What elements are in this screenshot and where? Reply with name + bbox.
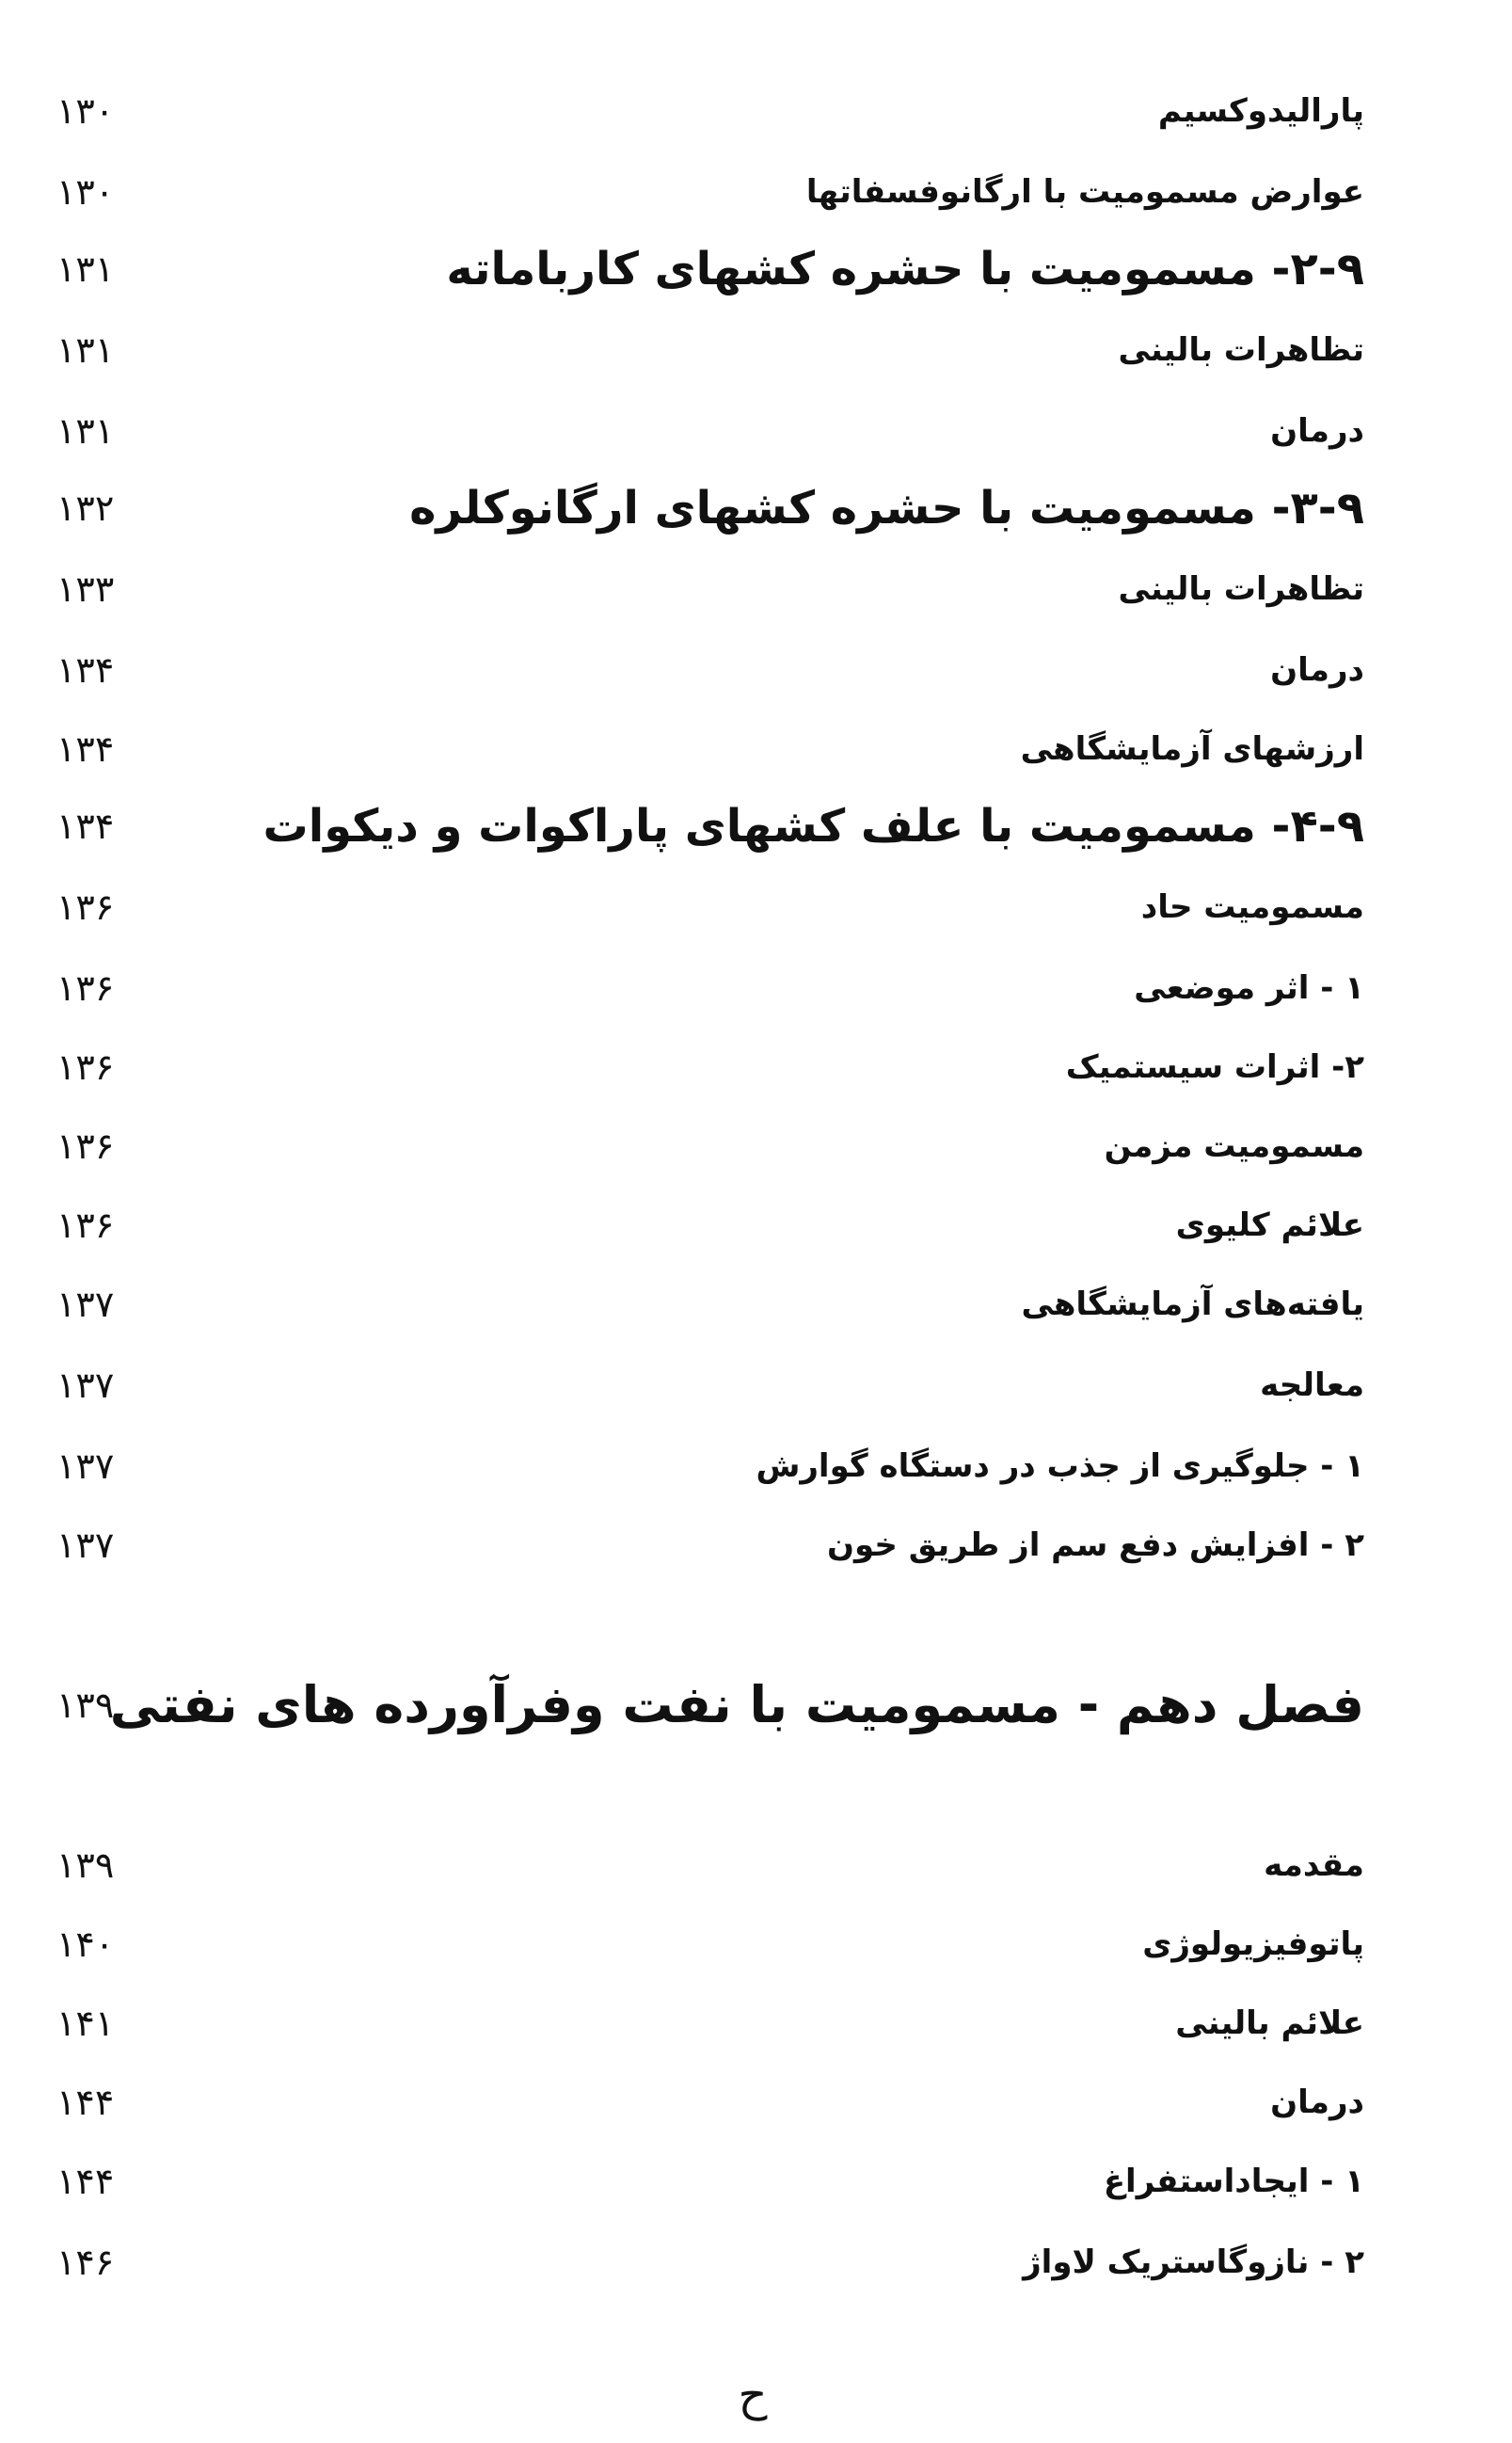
toc-entry-page-number: ۱۴۰: [56, 1924, 115, 1965]
toc-entry: [56, 711, 1364, 787]
toc-chapter-entry: [56, 1668, 1364, 1743]
toc-entry: [56, 1508, 1364, 1583]
toc-entry-page-number: ۱۳۷: [56, 1284, 115, 1325]
toc-entry-page-number: ۱۳۰: [56, 171, 115, 213]
toc-entry-page-number: ۱۳۰: [56, 90, 115, 132]
toc-entry-title: ۲-۹- مسمومیت با حشره کشهای کارباماته: [446, 243, 1364, 295]
toc-entry-page-number: ۱۳۶: [56, 1046, 115, 1088]
toc-entry-title: علائم کلیوی: [1175, 1206, 1364, 1244]
toc-entry-title: ۲ - افزایش دفع سم از طریق خون: [827, 1526, 1364, 1564]
toc-entry-page-number: ۱۳۱: [56, 329, 115, 371]
toc-entry-page-number: ۱۳۳: [56, 568, 115, 610]
toc-entry-title: تظاهرات بالینی: [1118, 331, 1364, 369]
toc-entry-title: درمان: [1270, 651, 1364, 689]
toc-entry-title: ۲ - نازوگاستریک لاواژ: [1023, 2243, 1364, 2281]
toc-entry-page-number: ۱۳۴: [56, 649, 115, 691]
toc-section-entry: [56, 232, 1364, 307]
toc-entry-title: معالجه: [1260, 1366, 1364, 1404]
toc-entry-title: ارزشهای آزمایشگاهی: [1020, 730, 1364, 768]
toc-chapter-title: فصل دهم - مسمومیت با نفت وفرآورده های نفتی: [109, 1675, 1364, 1734]
toc-entry-title: مسمومیت مزمن: [1104, 1127, 1364, 1165]
toc-entry-page-number: ۱۳۶: [56, 886, 115, 928]
toc-entry: [56, 1348, 1364, 1423]
toc-entry-title: درمان: [1270, 412, 1364, 450]
toc-entry-title: ۴-۹- مسمومیت با علف کشهای پاراکوات و دیکوات: [263, 800, 1364, 853]
toc-entry-page-number: ۱۳۱: [56, 410, 115, 452]
toc-section-entry: [56, 471, 1364, 546]
toc-entry-page-number: ۱۳۹: [56, 1685, 115, 1726]
toc-entry: [56, 1267, 1364, 1342]
toc-entry-title: مقدمه: [1264, 1846, 1364, 1884]
toc-entry-page-number: ۱۳۶: [56, 967, 115, 1009]
toc-entry: [56, 1109, 1364, 1184]
page-folio: ح: [738, 2369, 768, 2421]
toc-entry: [56, 1986, 1364, 2061]
toc-entry: [56, 632, 1364, 708]
toc-entry-title: ۱ - اثر موضعی: [1134, 969, 1364, 1007]
toc-entry-page-number: ۱۳۶: [56, 1126, 115, 1167]
toc-entry: [56, 950, 1364, 1026]
toc-entry-title: یافته‌های آزمایشگاهی: [1021, 1285, 1364, 1323]
toc-entry-title: عوارض مسمومیت با ارگانوفسفاتها: [805, 173, 1364, 211]
toc-entry-title: ۱ - ایجاداستفراغ: [1103, 2163, 1364, 2200]
toc-entry: [56, 154, 1364, 230]
toc-entry-page-number: ۱۴۴: [56, 2082, 115, 2123]
toc-entry: [56, 2225, 1364, 2300]
toc-entry: [56, 551, 1364, 627]
toc-entry-title: مسمومیت حاد: [1140, 888, 1364, 926]
toc-entry: [56, 1030, 1364, 1105]
toc-entry: [56, 1429, 1364, 1504]
toc-section-entry: [56, 789, 1364, 864]
toc-entry-title: پارالیدوکسیم: [1157, 92, 1364, 130]
toc-entry-page-number: ۱۳۱: [56, 248, 115, 290]
toc-entry-title: ۳-۹- مسمومیت با حشره کشهای ارگانوکلره: [409, 482, 1364, 535]
toc-entry-title: تظاهرات بالینی: [1118, 570, 1364, 608]
toc-entry: [56, 1828, 1364, 1903]
toc-entry-title: درمان: [1270, 2084, 1364, 2121]
toc-entry-page-number: ۱۴۱: [56, 2003, 115, 2044]
toc-entry-page-number: ۱۳۷: [56, 1445, 115, 1487]
toc-entry: [56, 870, 1364, 945]
toc-entry-page-number: ۱۳۴: [56, 806, 115, 847]
toc-entry: [56, 2144, 1364, 2219]
toc-entry: [56, 312, 1364, 388]
toc-entry-title: علائم بالینی: [1175, 2004, 1364, 2042]
toc-entry-page-number: ۱۳۴: [56, 728, 115, 770]
toc-entry-page-number: ۱۳۷: [56, 1525, 115, 1566]
toc-entry: [56, 393, 1364, 469]
toc-entry-title: ۱ - جلوگیری از جذب در دستگاه گوارش: [756, 1447, 1364, 1485]
toc-entry-page-number: ۱۴۶: [56, 2242, 115, 2283]
toc-entry-title: پاتوفیزیولوژی: [1142, 1925, 1364, 1963]
toc-entry: [56, 1907, 1364, 1982]
toc-entry-page-number: ۱۳۹: [56, 1844, 115, 1886]
toc-entry-page-number: ۱۳۷: [56, 1365, 115, 1406]
toc-entry-page-number: ۱۳۲: [56, 487, 115, 529]
toc-entry-title: ۲- اثرات سیستمیک: [1065, 1048, 1364, 1086]
toc-entry: [56, 73, 1364, 149]
toc-entry: [56, 1188, 1364, 1263]
toc-entry-page-number: ۱۴۴: [56, 2161, 115, 2202]
toc-entry-page-number: ۱۳۶: [56, 1205, 115, 1246]
toc-entry: [56, 2065, 1364, 2140]
